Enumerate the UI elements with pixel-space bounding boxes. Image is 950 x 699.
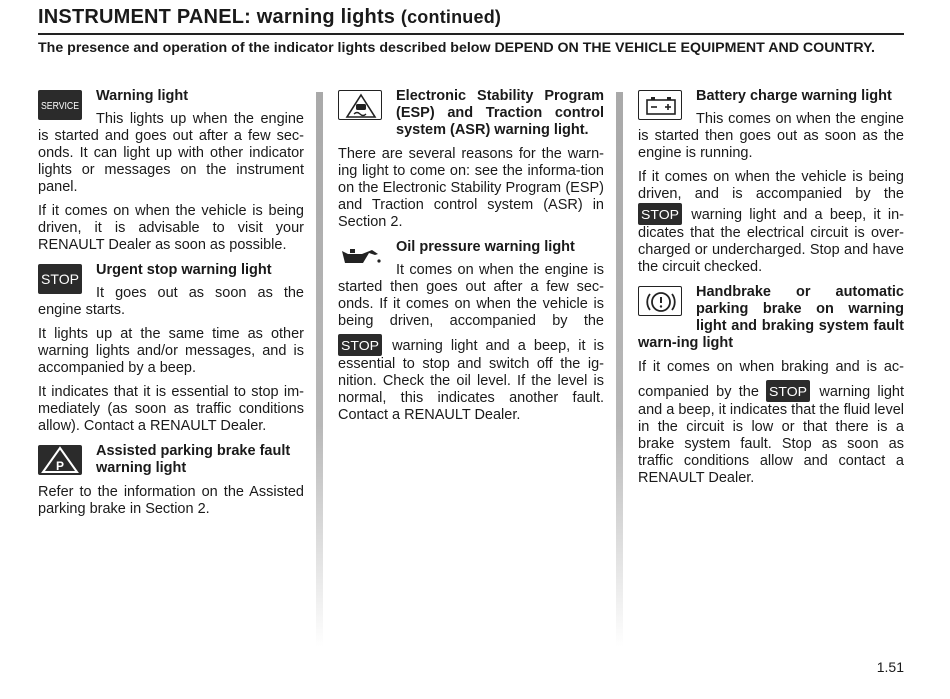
urgent-stop-text-3: It indicates that it is essential to stop im-mediately (as soon as traffic conditions allow). Contact a RENAULT Dealer. (38, 384, 304, 434)
parking-brake-fault-icon (38, 445, 82, 475)
urgent-stop-heading: Urgent stop warning light (96, 262, 272, 278)
page-title-main: INSTRUMENT PANEL: warning lights (38, 6, 396, 28)
column-divider-left (316, 92, 323, 647)
battery-icon (638, 90, 682, 120)
column-1 (38, 88, 304, 526)
handbrake-text (638, 359, 904, 487)
svg-text:STOP: STOP (641, 207, 679, 222)
section-esp-asr (338, 88, 604, 231)
column-2 (338, 88, 604, 432)
warning-light-heading: Warning light (96, 88, 189, 104)
section-warning-light (38, 88, 304, 254)
esp-skid-icon (338, 90, 382, 120)
service-icon (38, 90, 82, 120)
section-urgent-stop (38, 262, 304, 435)
assisted-parking-text: Refer to the information on the Assisted parking brake in Section 2. (38, 484, 304, 517)
page-number: 1.51 (876, 659, 904, 675)
svg-text:STOP: STOP (41, 271, 79, 287)
oil-pressure-text-1: It comes on when the engine is started then goes out after a few sec-onds. If it comes on when the vehicle is being driven, accompanied by the (338, 262, 604, 329)
svg-text:P: P (55, 459, 65, 473)
stop-icon (766, 380, 810, 402)
column-3 (638, 88, 904, 495)
svg-text:STOP: STOP (341, 338, 379, 353)
esp-text: There are several reasons for the warn-ing light to come on: see the informa-tion on the Electronic Stability Program (ESP) and Traction control system (ASR) in Section 2. (338, 146, 604, 230)
section-handbrake (638, 284, 904, 487)
handbrake-heading: Handbrake or automatic parking brake on warning light and braking system fault warn-ing light (638, 284, 904, 351)
handbrake-text-2: warning light and a beep, it indicates that the fluid level in the circuit is low or that there is a brake system fault. Stop as soon as traffic conditions allow and contact a RENAULT Dealer. (638, 384, 905, 486)
oil-pressure-text (338, 262, 604, 424)
battery-heading: Battery charge warning light (696, 88, 892, 104)
battery-text-1: This comes on when the engine is started then goes out as soon as the engine is running. (638, 111, 904, 161)
title-rule (38, 33, 904, 35)
column-divider-right (616, 92, 623, 647)
battery-text-2a: If it comes on when the vehicle is being driven, and is accompanied by the (638, 169, 904, 202)
svg-text:STOP: STOP (769, 384, 808, 399)
svg-text:SERVICE: SERVICE (41, 101, 80, 112)
urgent-stop-text-1: It goes out as soon as the engine starts. (38, 285, 304, 318)
section-oil-pressure (338, 239, 604, 424)
oil-pressure-heading: Oil pressure warning light (396, 239, 575, 255)
section-assisted-parking (38, 443, 304, 518)
battery-text-2 (638, 169, 904, 276)
page-title-continued: (continued) (400, 7, 502, 27)
handbrake-text-1: If it comes on when braking and is ac-companied by the (638, 359, 904, 400)
section-battery (638, 88, 904, 276)
oil-can-icon (338, 241, 382, 271)
urgent-stop-text-2: It lights up at the same time as other warning lights and/or messages, and is accompanied by a beep. (38, 326, 304, 376)
intro-text: The presence and operation of the indicator lights described below DEPEND ON THE VEHICLE EQUIPMENT AND COUNTRY. (38, 40, 875, 56)
battery-text-2b: warning light and a beep, it in-dicates that the electrical circuit is over-charged or undercharged. Stop and have the circuit checked. (638, 207, 904, 275)
esp-heading: Electronic Stability Program (ESP) and Traction control system (ASR) warning light. (396, 88, 604, 138)
stop-icon (338, 334, 382, 356)
assisted-parking-heading: Assisted parking brake fault warning light (96, 443, 291, 476)
brake-circle-icon (638, 286, 682, 316)
stop-icon (638, 203, 682, 225)
page-title (38, 6, 501, 29)
stop-icon (38, 264, 82, 294)
warning-light-text-1: This lights up when the engine is started and goes out after a few sec-onds. It can light up with other indicator lights or messages on the instrument panel. (38, 111, 304, 195)
oil-pressure-text-2: warning light and a beep, it is essential to stop and switch off the ig-nition. Check the oil level. If the level is normal, this indicates another fault. Contact a RENAULT Dealer. (338, 338, 604, 423)
warning-light-text-2: If it comes on when the vehicle is being driven, it is advisable to visit your RENAULT Dealer as soon as possible. (38, 203, 304, 253)
